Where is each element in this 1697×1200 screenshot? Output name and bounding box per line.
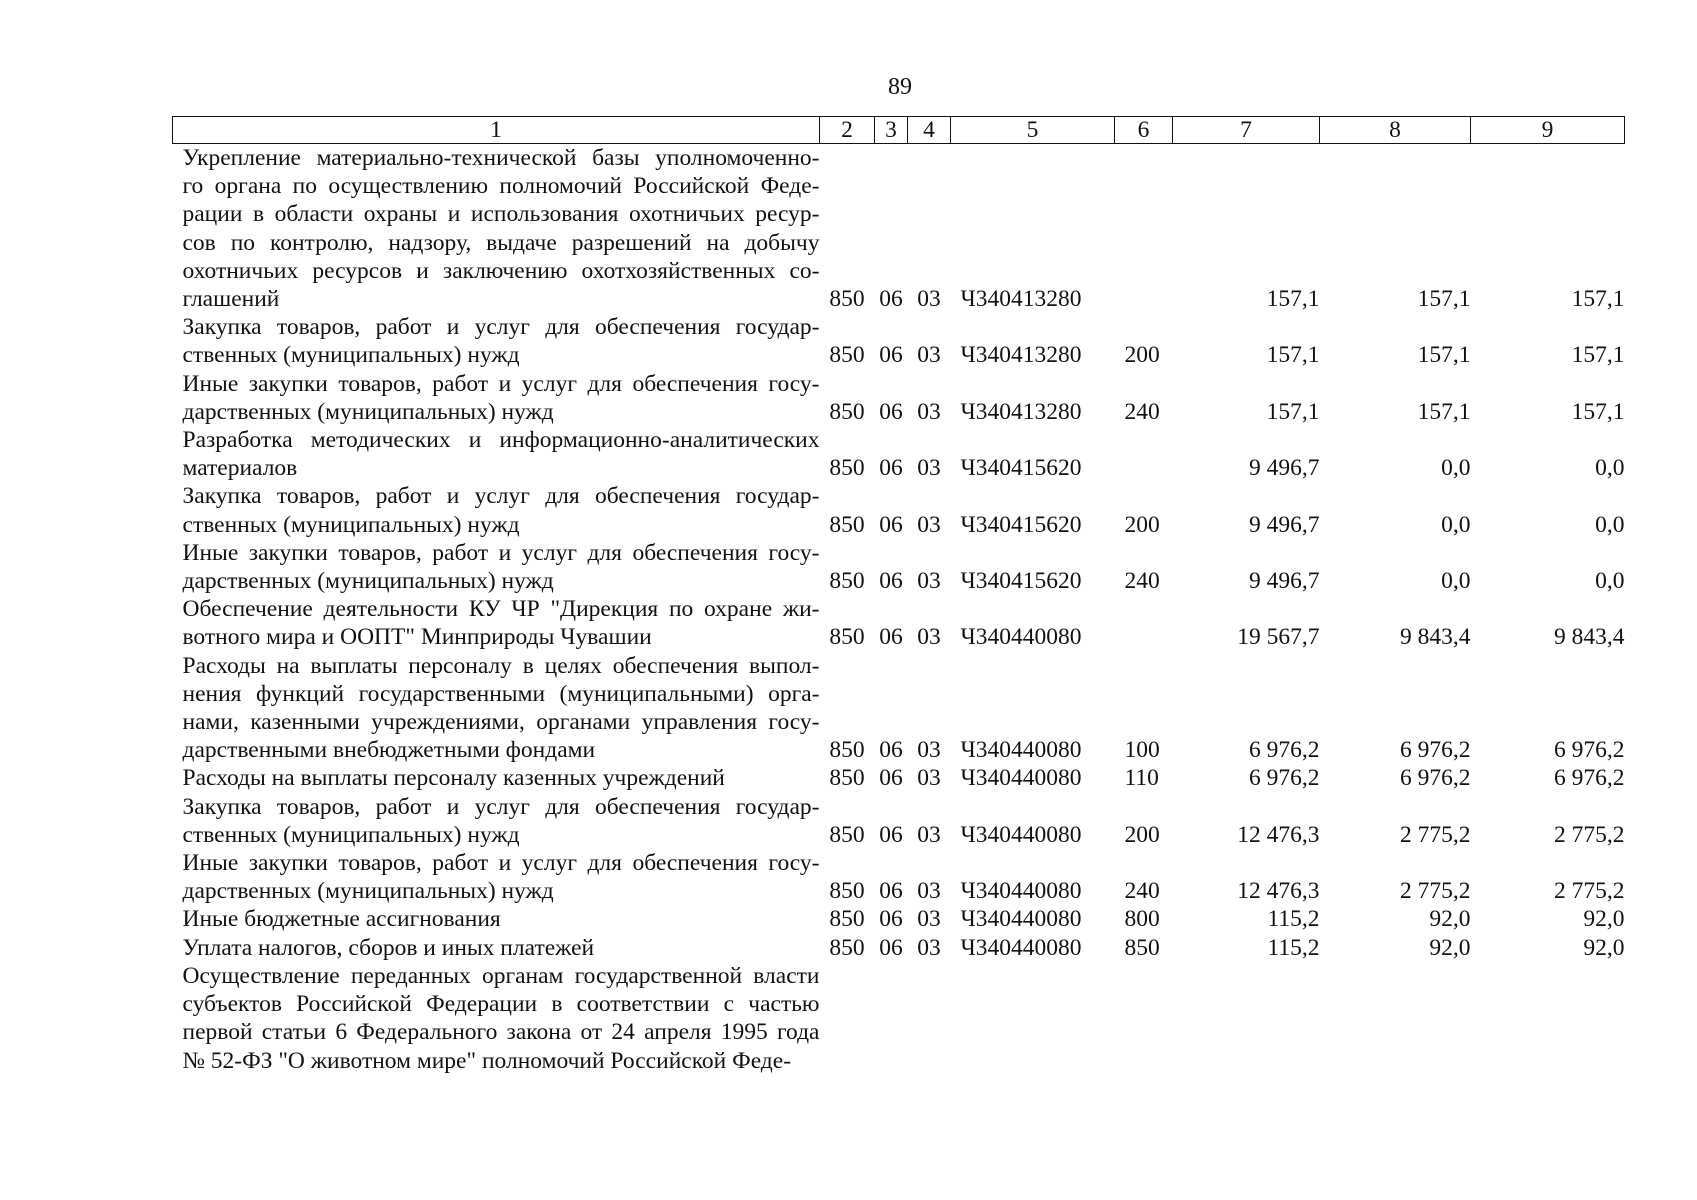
header-cell: 7	[1173, 117, 1320, 144]
expense-type-cell: 850	[1124, 934, 1160, 961]
expense-name-line: дарственными внебюджетными фондами	[182, 737, 596, 764]
amount-cell: 92,0	[1583, 934, 1625, 961]
grbs-cell: 850	[829, 455, 865, 482]
table-row	[173, 370, 1625, 426]
target-article-cell: Ч340413280	[960, 342, 1082, 369]
amount-cell: 0,0	[1595, 455, 1625, 482]
expense-name-cell	[173, 962, 820, 1075]
expense-name-line: Закупка товаров, работ и услуг для обеспечения государ-	[182, 793, 820, 820]
header-cell: 6	[1115, 117, 1173, 144]
expense-name-line: нения функций государственными (муниципальными) орга-	[182, 680, 820, 707]
grbs-cell: 850	[829, 737, 865, 764]
expense-name-cell	[173, 934, 820, 962]
expense-name-line: Разработка методических и информационно-аналитических	[182, 427, 820, 454]
subsection-cell: 03	[917, 821, 941, 848]
expense-name-line: Уплата налогов, сборов и иных платежей	[182, 934, 595, 961]
table-row	[173, 934, 1625, 962]
expense-type-cell: 240	[1124, 398, 1160, 425]
amount-cell: 0,0	[1595, 511, 1625, 538]
amount-cell: 157,1	[1571, 286, 1625, 313]
expense-name-line: дарственных (муниципальных) нужд	[182, 878, 554, 905]
table-row	[173, 313, 1625, 369]
expense-name-line: глашений	[182, 286, 280, 313]
target-article-cell: Ч340440080	[960, 737, 1082, 764]
page-number: 89	[888, 74, 912, 100]
amount-cell: 9 496,7	[1249, 568, 1320, 595]
expense-name-line: го органа по осуществлению полномочий Российской Феде-	[182, 173, 820, 200]
expense-name-line: Расходы на выплаты персоналу казенных учреждений	[182, 765, 725, 792]
expense-name-line: сов по контролю, надзору, выдаче разрешений на добычу	[182, 229, 820, 256]
section-cell: 06	[879, 906, 903, 933]
section-cell	[875, 962, 908, 1075]
expense-name-cell	[173, 849, 820, 905]
table-row	[173, 849, 1625, 905]
amount-cell: 6 976,2	[1400, 737, 1471, 764]
target-article-cell: Ч340440080	[960, 878, 1082, 905]
expense-name-line: Иные закупки товаров, работ и услуг для обеспечения госу-	[182, 850, 820, 877]
amount-cell: 157,1	[1266, 342, 1320, 369]
amount-cell: 2 775,2	[1554, 821, 1625, 848]
expense-type-cell	[1115, 595, 1173, 651]
expense-type-cell	[1115, 962, 1173, 1075]
target-article-cell: Ч340415620	[960, 568, 1082, 595]
section-cell: 06	[879, 398, 903, 425]
table-row	[173, 539, 1625, 595]
subsection-cell: 03	[917, 398, 941, 425]
header-cell: 1	[173, 117, 820, 144]
subsection-cell	[908, 962, 951, 1075]
grbs-cell: 850	[829, 568, 865, 595]
amount-cell: 157,1	[1417, 398, 1471, 425]
subsection-cell: 03	[917, 624, 941, 651]
expense-name-line: ственных (муниципальных) нужд	[182, 342, 520, 369]
amount-cell: 9 496,7	[1249, 511, 1320, 538]
expense-name-line: нами, казенными учреждениями, органами управления госу-	[182, 709, 820, 736]
amount-cell: 2 775,2	[1400, 821, 1471, 848]
table-row	[173, 793, 1625, 849]
amount-cell: 6 976,2	[1554, 737, 1625, 764]
subsection-cell: 03	[917, 342, 941, 369]
expense-name-cell	[173, 652, 820, 765]
subsection-cell: 03	[917, 765, 941, 792]
expense-type-cell: 240	[1124, 568, 1160, 595]
table-row	[173, 652, 1625, 765]
expense-name-line: № 52-ФЗ "О животном мире" полномочий Российской Феде-	[182, 1047, 792, 1074]
section-cell: 06	[879, 511, 903, 538]
subsection-cell: 03	[917, 455, 941, 482]
expense-type-cell	[1115, 426, 1173, 482]
header-cell: 2	[820, 117, 875, 144]
target-article-cell	[951, 962, 1115, 1075]
amount-cell: 92,0	[1583, 906, 1625, 933]
expense-name-line: рации в области охраны и использования охотничьих ресур-	[182, 201, 820, 228]
section-cell: 06	[879, 624, 903, 651]
amount-cell: 9 843,4	[1554, 624, 1625, 651]
amount-cell: 157,1	[1266, 286, 1320, 313]
subsection-cell: 03	[917, 511, 941, 538]
target-article-cell: Ч340440080	[960, 906, 1082, 933]
budget-table	[172, 116, 1625, 1075]
expense-name-line: первой статьи 6 Федерального закона от 24 апреля 1995 года	[182, 1019, 820, 1046]
expense-name-line: Расходы на выплаты персоналу в целях обеспечения выпол-	[182, 652, 820, 679]
amount-cell: 12 476,3	[1237, 821, 1320, 848]
subsection-cell: 03	[917, 568, 941, 595]
section-cell: 06	[879, 737, 903, 764]
table-row	[173, 905, 1625, 933]
header-cell: 4	[908, 117, 951, 144]
expense-type-cell: 800	[1124, 906, 1160, 933]
subsection-cell: 03	[917, 934, 941, 961]
table-body	[173, 144, 1625, 1075]
grbs-cell: 850	[829, 286, 865, 313]
header-cell: 8	[1320, 117, 1471, 144]
expense-name-line: охотничьих ресурсов и заключению охотхозяйственных со-	[182, 257, 820, 284]
target-article-cell: Ч340413280	[960, 286, 1082, 313]
grbs-cell: 850	[829, 906, 865, 933]
subsection-cell: 03	[917, 878, 941, 905]
expense-type-cell: 200	[1124, 821, 1160, 848]
grbs-cell: 850	[829, 934, 865, 961]
expense-name-line: Закупка товаров, работ и услуг для обеспечения государ-	[182, 483, 820, 510]
amount-cell: 115,2	[1267, 934, 1320, 961]
grbs-cell: 850	[829, 511, 865, 538]
amount-cell: 0,0	[1441, 455, 1471, 482]
target-article-cell: Ч340440080	[960, 624, 1082, 651]
expense-name-line: дарственных (муниципальных) нужд	[182, 568, 554, 595]
subsection-cell: 03	[917, 286, 941, 313]
amount-cell: 6 976,2	[1554, 765, 1625, 792]
amount-cell: 157,1	[1571, 342, 1625, 369]
expense-name-cell	[173, 905, 820, 933]
amount-cell: 92,0	[1429, 934, 1471, 961]
grbs-cell: 850	[829, 398, 865, 425]
section-cell: 06	[879, 342, 903, 369]
target-article-cell: Ч340415620	[960, 511, 1082, 538]
amount-cell	[1320, 962, 1471, 1075]
expense-name-line: Иные закупки товаров, работ и услуг для обеспечения госу-	[182, 539, 820, 566]
expense-type-cell	[1115, 144, 1173, 314]
amount-cell: 6 976,2	[1400, 765, 1471, 792]
amount-cell: 157,1	[1417, 286, 1471, 313]
expense-name-cell	[173, 764, 820, 792]
amount-cell	[1471, 962, 1625, 1075]
grbs-cell: 850	[829, 624, 865, 651]
expense-name-cell	[173, 144, 820, 314]
section-cell: 06	[879, 878, 903, 905]
expense-name-cell	[173, 595, 820, 651]
amount-cell: 9 843,4	[1400, 624, 1471, 651]
section-cell: 06	[879, 455, 903, 482]
amount-cell: 6 976,2	[1249, 765, 1320, 792]
expense-name-line: ственных (муниципальных) нужд	[182, 511, 520, 538]
expense-name-cell	[173, 370, 820, 426]
subsection-cell: 03	[917, 906, 941, 933]
amount-cell: 0,0	[1595, 568, 1625, 595]
expense-type-cell: 200	[1124, 342, 1160, 369]
section-cell: 06	[879, 568, 903, 595]
table-row	[173, 426, 1625, 482]
amount-cell: 157,1	[1417, 342, 1471, 369]
expense-name-line: Иные закупки товаров, работ и услуг для обеспечения госу-	[182, 370, 820, 397]
expense-type-cell: 240	[1124, 878, 1160, 905]
expense-name-cell	[173, 482, 820, 538]
expense-name-line: Иные бюджетные ассигнования	[182, 906, 501, 933]
amount-cell	[1173, 962, 1320, 1075]
expense-name-cell	[173, 313, 820, 369]
table-row	[173, 595, 1625, 651]
amount-cell: 2 775,2	[1554, 878, 1625, 905]
amount-cell: 157,1	[1571, 398, 1625, 425]
amount-cell: 6 976,2	[1249, 737, 1320, 764]
target-article-cell: Ч340440080	[960, 765, 1082, 792]
grbs-cell: 850	[829, 821, 865, 848]
grbs-cell	[820, 962, 875, 1075]
section-cell: 06	[879, 765, 903, 792]
grbs-cell: 850	[829, 878, 865, 905]
expense-type-cell: 100	[1124, 737, 1160, 764]
amount-cell: 19 567,7	[1237, 624, 1320, 651]
amount-cell: 2 775,2	[1400, 878, 1471, 905]
table-header-row	[173, 117, 1625, 144]
expense-name-line: вотного мира и ООПТ" Минприроды Чувашии	[182, 624, 652, 651]
table-row	[173, 482, 1625, 538]
expense-name-line: Обеспечение деятельности КУ ЧР "Дирекция по охране жи-	[182, 596, 820, 623]
amount-cell: 92,0	[1429, 906, 1471, 933]
expense-name-line: Осуществление переданных органам государственной власти	[182, 962, 820, 989]
amount-cell: 9 496,7	[1249, 455, 1320, 482]
section-cell: 06	[879, 934, 903, 961]
table-row	[173, 962, 1625, 1075]
expense-type-cell: 110	[1124, 765, 1159, 792]
expense-name-line: ственных (муниципальных) нужд	[182, 821, 520, 848]
expense-name-cell	[173, 539, 820, 595]
expense-name-line: Закупка товаров, работ и услуг для обеспечения государ-	[182, 314, 820, 341]
amount-cell: 157,1	[1266, 398, 1320, 425]
amount-cell: 0,0	[1441, 511, 1471, 538]
table-row	[173, 144, 1625, 314]
header-cell: 3	[875, 117, 908, 144]
expense-name-cell	[173, 793, 820, 849]
grbs-cell: 850	[829, 765, 865, 792]
target-article-cell: Ч340440080	[960, 821, 1082, 848]
grbs-cell: 850	[829, 342, 865, 369]
expense-name-line: субъектов Российской Федерации в соответствии с частью	[182, 991, 820, 1018]
target-article-cell: Ч340413280	[960, 398, 1082, 425]
header-cell: 5	[951, 117, 1115, 144]
target-article-cell: Ч340415620	[960, 455, 1082, 482]
expense-name-cell	[173, 426, 820, 482]
table-row	[173, 764, 1625, 792]
header-cell: 9	[1471, 117, 1625, 144]
target-article-cell: Ч340440080	[960, 934, 1082, 961]
subsection-cell: 03	[917, 737, 941, 764]
expense-name-line: материалов	[182, 455, 298, 482]
amount-cell: 12 476,3	[1237, 878, 1320, 905]
section-cell: 06	[879, 821, 903, 848]
amount-cell: 0,0	[1441, 568, 1471, 595]
amount-cell: 115,2	[1267, 906, 1320, 933]
expense-name-line: Укрепление материально-технической базы уполномоченно-	[182, 145, 820, 171]
expense-type-cell: 200	[1124, 511, 1160, 538]
expense-name-line: дарственных (муниципальных) нужд	[182, 398, 554, 425]
section-cell: 06	[879, 286, 903, 313]
